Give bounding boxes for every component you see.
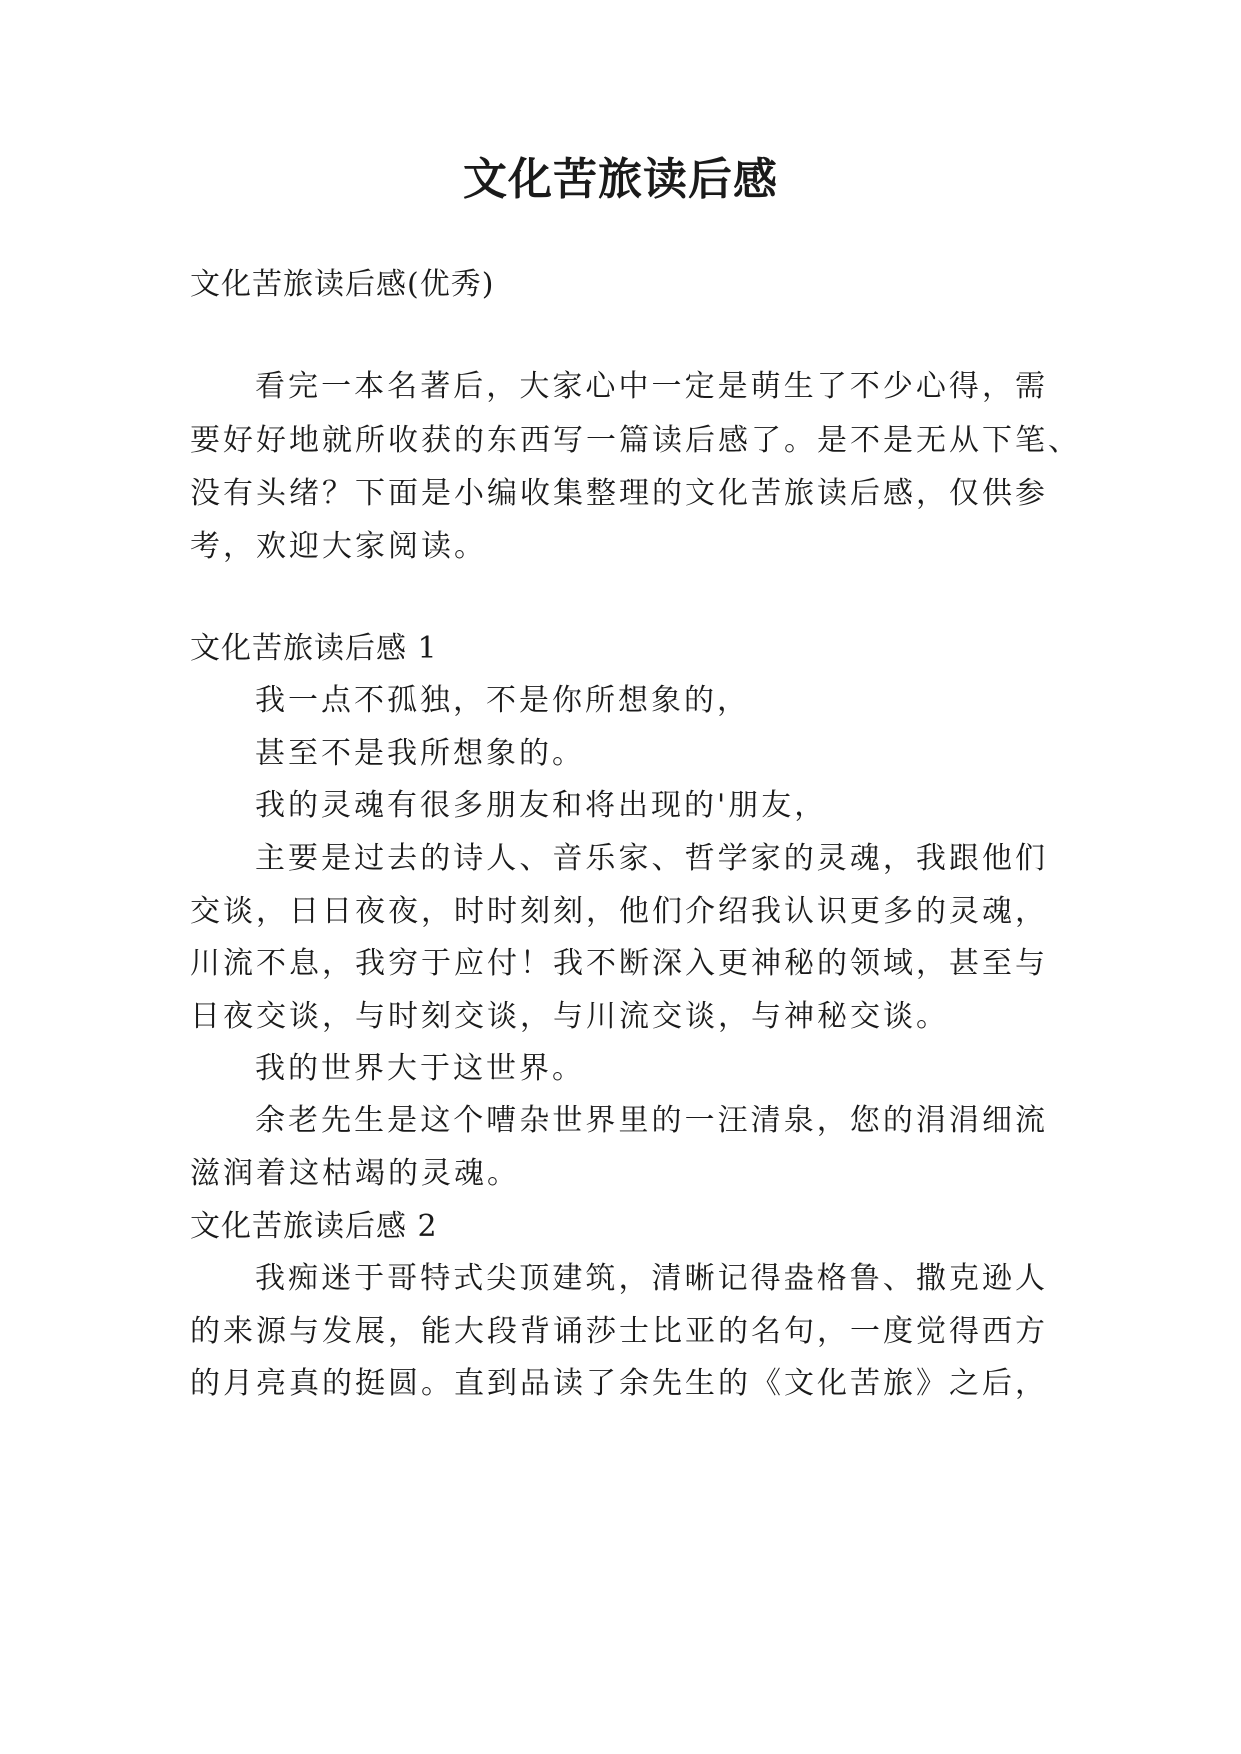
intro-line: 要好好地就所收获的东西写一篇读后感了。是不是无从下笔、 <box>190 423 1081 458</box>
section1-line: 余老先生是这个嘈杂世界里的一汪清泉，您的涓涓细流 <box>255 1103 1048 1138</box>
intro-line: 考，欢迎大家阅读。 <box>190 529 487 564</box>
section1-line: 甚至不是我所想象的。 <box>255 736 585 771</box>
section1-line: 滋润着这枯竭的灵魂。 <box>190 1156 520 1191</box>
section2-line: 我痴迷于哥特式尖顶建筑，清晰记得盎格鲁、撒克逊人 <box>255 1261 1048 1296</box>
document-title: 文化苦旅读后感 <box>463 154 778 205</box>
section-heading-2: 文化苦旅读后感 2 <box>190 1209 438 1244</box>
section2-line: 的来源与发展，能大段背诵莎士比亚的名句，一度觉得西方 <box>190 1314 1048 1349</box>
section2-line: 的月亮真的挺圆。直到品读了余先生的《文化苦旅》之后， <box>190 1366 1048 1401</box>
intro-line: 没有头绪？下面是小编收集整理的文化苦旅读后感，仅供参 <box>190 476 1048 511</box>
section1-line: 主要是过去的诗人、音乐家、哲学家的灵魂，我跟他们 <box>255 841 1048 876</box>
section-heading-1: 文化苦旅读后感 1 <box>190 631 438 666</box>
intro-line: 看完一本名著后，大家心中一定是萌生了不少心得，需 <box>255 369 1048 404</box>
section1-line: 日夜交谈，与时刻交谈，与川流交谈，与神秘交谈。 <box>190 999 949 1034</box>
document-subtitle: 文化苦旅读后感(优秀) <box>190 267 495 302</box>
section1-line: 交谈，日日夜夜，时时刻刻，他们介绍我认识更多的灵魂， <box>190 894 1048 929</box>
section1-line: 我的灵魂有很多朋友和将出现的'朋友， <box>255 788 828 823</box>
section1-line: 我的世界大于这世界。 <box>255 1051 585 1086</box>
section1-line: 我一点不孤独，不是你所想象的， <box>255 683 750 718</box>
section1-line: 川流不息，我穷于应付！我不断深入更神秘的领域，甚至与 <box>190 946 1048 981</box>
